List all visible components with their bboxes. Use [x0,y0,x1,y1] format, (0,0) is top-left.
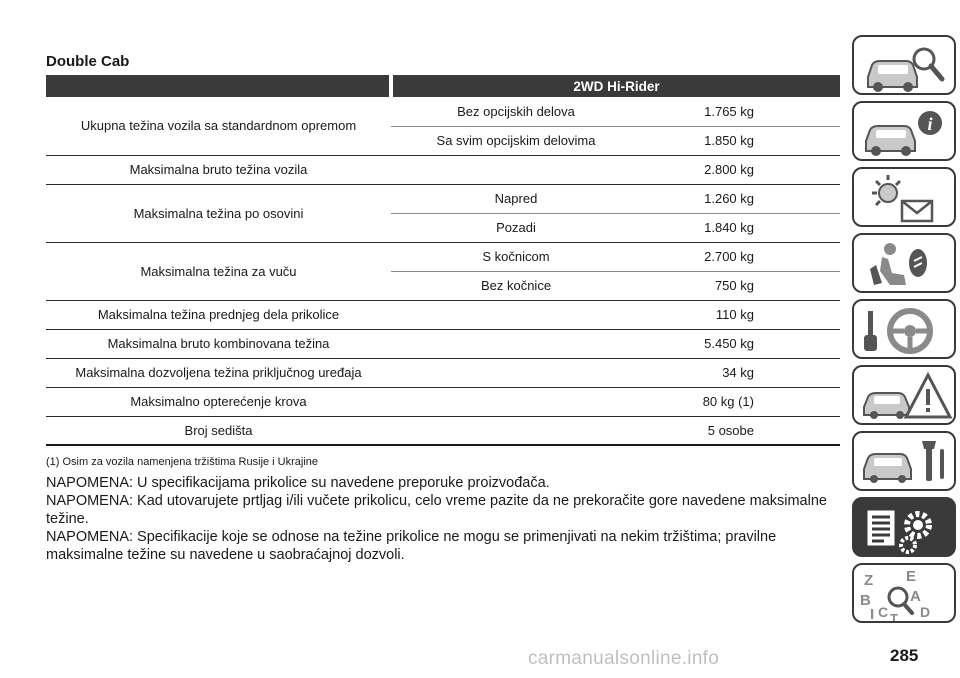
index-letter: D [920,604,931,620]
table-row [46,300,840,329]
table-row [46,242,840,271]
watermark: carmanualsonline.info [528,648,720,669]
chapter-tab-starting-driving[interactable] [852,299,956,359]
row-value: 1.765 kg [641,97,840,126]
alphabetical-index-icon [854,565,956,623]
row-sublabel [391,416,641,445]
row-value: 1.840 kg [641,213,840,242]
row-sublabel [391,387,641,416]
row-label: Ukupna težina vozila sa standardnom opremom [46,97,391,155]
row-sublabel: S kočnicom [391,242,641,271]
note-paragraph: NAPOMENA: U specifikacijama prikolice su navedene preporuke proizvođača. [46,475,550,491]
car-search-icon [854,37,956,95]
table-header-cell: 2WD Hi-Rider [391,75,840,97]
row-sublabel [391,300,641,329]
index-letter: B [860,592,871,609]
row-label: Maksimalna dozvoljena težina priključnog uređaja [46,358,391,387]
chapter-tab-index[interactable] [852,563,956,623]
seat-airbag-icon [854,235,956,293]
note-paragraph: NAPOMENA: Specifikacije koje se odnose na težine prikolice ne mogu se primenjivati na nekim tržištima; pravilne maksimalne težine su navedene u saobraćajnoj dozvoli. [46,529,777,563]
car-info-icon [854,103,956,161]
chapter-tab-dashboard[interactable] [852,101,956,161]
row-value: 2.700 kg [641,242,840,271]
chapter-tab-getting-to-know[interactable] [852,35,956,95]
index-letter: C [878,604,889,620]
row-sublabel: Napred [391,184,641,213]
table-row [46,329,840,358]
chapter-tab-warning-lights[interactable] [852,167,956,227]
chapter-tab-specifications[interactable] [852,497,956,557]
row-label: Maksimalna težina za vuču [46,242,391,300]
row-sublabel [391,155,641,184]
car-crash-warning-icon [854,367,956,425]
row-label: Broj sedišta [46,416,391,445]
page-number: 285 [890,646,919,665]
note-paragraph: NAPOMENA: Kad utovarujete prtljag i/ili vučete prikolicu, celo vreme pazite da ne prekoračite gore navedene maksimalne težine. [46,493,827,527]
specifications-table [46,75,840,446]
warning-lights-message-icon [854,169,956,227]
index-letter: A [910,588,921,605]
row-label: Maksimalna bruto kombinovana težina [46,329,391,358]
chapter-tab-safety[interactable] [852,233,956,293]
index-letter: Z [864,572,874,589]
chapter-tab-emergency[interactable] [852,365,956,425]
row-sublabel [391,329,641,358]
index-letter: E [906,568,917,585]
table-header-row [46,75,840,97]
row-label: Maksimalna težina prednjeg dela prikolice [46,300,391,329]
table-row [46,155,840,184]
row-sublabel: Bez kočnice [391,271,641,300]
table-footnote: (1) Osim za vozila namenjena tržištima Rusije i Ukrajine [46,456,319,468]
row-sublabel: Sa svim opcijskim delovima [391,126,641,155]
row-label: Maksimalna bruto težina vozila [46,155,391,184]
index-letter: T [890,611,898,625]
row-value: 1.260 kg [641,184,840,213]
chapter-tab-maintenance[interactable] [852,431,956,491]
row-value: 5 osobe [641,416,840,445]
index-letter: I [870,606,875,623]
row-value: 1.850 kg [641,126,840,155]
row-value: 110 kg [641,300,840,329]
table-row [46,97,840,126]
table-row [46,387,840,416]
svg-text:i: i [927,114,933,134]
row-value: 2.800 kg [641,155,840,184]
key-steering-wheel-icon [854,301,956,359]
specifications-gears-icon [854,499,956,557]
row-value: 34 kg [641,358,840,387]
row-sublabel [391,358,641,387]
car-service-wrench-icon [854,433,956,491]
row-value: 5.450 kg [641,329,840,358]
table-header-blank-cell [46,75,391,97]
row-sublabel: Bez opcijskih delova [391,97,641,126]
table-row [46,416,840,445]
notes-section [46,474,836,564]
row-label: Maksimalno opterećenje krova [46,387,391,416]
row-label: Maksimalna težina po osovini [46,184,391,242]
row-value: 80 kg (1) [641,387,840,416]
page-title: Double Cab [46,53,130,70]
table-row [46,358,840,387]
row-value: 750 kg [641,271,840,300]
row-sublabel: Pozadi [391,213,641,242]
table-row [46,184,840,213]
